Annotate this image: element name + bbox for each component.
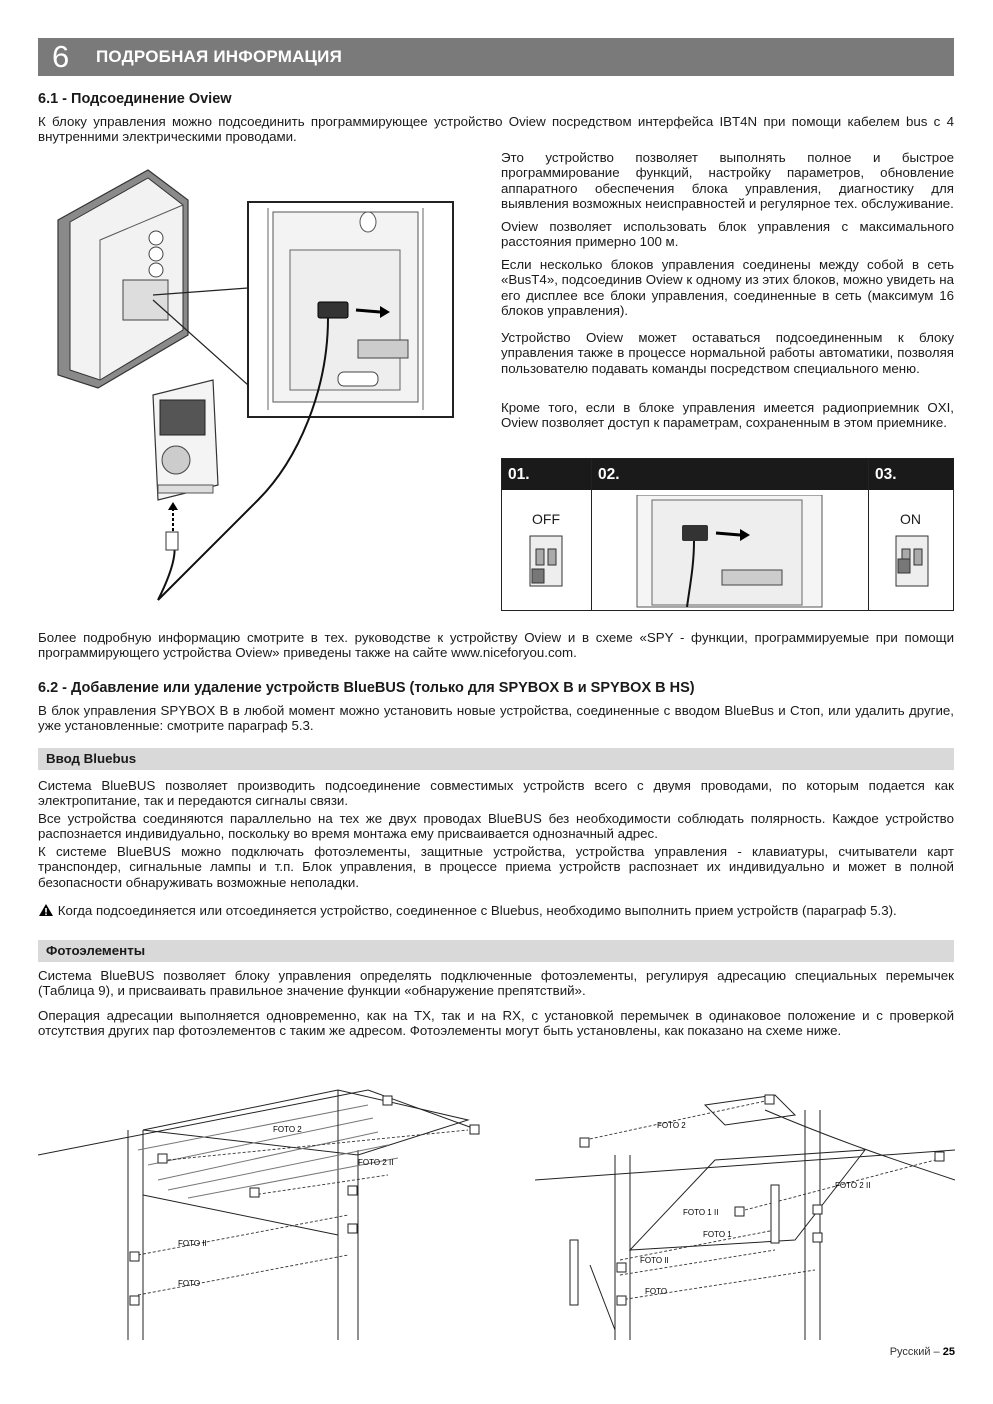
section-6-1-title: 6.1 - Подсоединение Oview [38,91,232,107]
breaker-on-icon [888,531,938,591]
step-2-number: 02. [592,459,868,490]
oview-para-5: Кроме того, если в блоке управления имеется радиоприемник OXI, Oview позволяет доступ к параметрам, сохраненным в этом приемнике. [501,400,954,431]
bluebus-warning [38,903,954,918]
oview-connection-illustration [38,160,458,608]
oview-para-3: Если несколько блоков управления соединены между собой в сеть «BusT4», подсоединив Oview к одному из этих блоков, можно увидеть на его дисплее все блоки управления, соединенные в сеть (максимум 16 блоков управления). [501,257,954,318]
step-1-number: 01. [502,459,591,490]
connector-plug-illustration [632,495,832,609]
right-label-foto-2-ii: FOTO 2 II [835,1181,871,1190]
right-label-foto-1-ii: FOTO 1 II [683,1208,719,1217]
chapter-number: 6 [52,39,70,74]
chapter-header [38,38,954,76]
right-label-foto: FOTO [645,1287,668,1296]
section-6-2-intro: В блок управления SPYBOX B в любой момент можно установить новые устройства, соединенные с вводом BlueBus и Стоп, или удалить другие, уже установленные: смотрите параграф 5.3. [38,703,954,734]
step-1-label: OFF [532,511,560,527]
photocell-diagram-right [535,1070,955,1340]
bluebus-heading-bar [38,748,954,770]
oview-para-1: Это устройство позволяет выполнять полное и быстрое программирование функций, настройку параметров, обновление аппаратного обеспечения блока управления, диагностику для выявления возможных неисправностей и регулярное тех. обслуживание. [501,150,954,211]
left-label-foto-2-ii: FOTO 2 II [358,1158,394,1167]
oview-para-2: Oview позволяет использовать блок управления с максимального расстояния примерно 100 м. [501,219,954,250]
steps-table [501,458,954,611]
bluebus-warning-text: Когда подсоединяется или отсоединяется устройство, соединенное с Bluebus, необходимо выполнить прием устройств (параграф 5.3). [57,903,897,918]
left-label-foto: FOTO [178,1279,201,1288]
warning-icon [38,903,54,917]
right-label-foto-ii: FOTO II [640,1256,669,1265]
photo-para-2: Операция адресации выполняется одновременно, как на TX, так и на RX, с установкой перемычек в одинаковое положение и с проверкой отсутствия других пар фотоэлементов с таким же адресом. Фотоэлементы могут быть установлены, как показано на схеме ниже. [38,1008,954,1039]
photo-heading-bar [38,940,954,962]
right-label-foto-1: FOTO 1 [703,1230,732,1239]
chapter-title: ПОДРОБНАЯ ИНФОРМАЦИЯ [96,47,343,66]
bluebus-para-2: Все устройства соединяются параллельно на тех же двух проводах BlueBUS без необходимости соблюдать полярность. Каждое устройство распознается индивидуально, поскольку во время монтажа ему присваивается однозначный адрес. [38,811,954,842]
photo-heading: Фотоэлементы [46,943,146,958]
left-label-foto-ii: FOTO II [178,1239,207,1248]
bluebus-heading: Ввод Bluebus [46,751,137,766]
photocell-diagram-left [38,1070,498,1340]
bluebus-para-1: Система BlueBUS позволяет производить подсоединение совместимых устройств всего с двумя проводами, по которым подается как электропитание, так и передаются сигналы связи. [38,778,954,809]
step-3-label: ON [900,511,921,527]
footer-language: Русский – [889,1346,940,1358]
bluebus-para-3: К системе BlueBUS можно подключать фотоэлементы, защитные устройства, устройства управления - клавиатуры, считыватели карт транспондер, сигнальные лампы и т.п. Блок управления, в процессе приема устройств распознает их индивидуально и может в полной безопасности обнаруживать возможные неполадки. [38,844,954,890]
step-3-number: 03. [869,459,954,490]
section-6-2-title: 6.2 - Добавление или удаление устройств BlueBUS (только для SPYBOX B и SPYBOX B HS) [38,680,695,696]
oview-more-info: Более подробную информацию смотрите в тех. руководстве к устройству Oview и в схеме «SPY - функции, программируемые при помощи программирующего устройства Oview» приведены также на сайте www.niceforyou.com. [38,630,954,661]
photo-para-1: Система BlueBUS позволяет блоку управления определять подключенные фотоэлементы, регулируя адресацию специальных перемычек (Таблица 9), и присваивать правильное значение функции «обнаружение препятствий». [38,968,954,999]
oview-para-4: Устройство Oview может оставаться подсоединенным к блоку управления также в процессе нормальной работы автоматики, позволяя пользователю подавать команды посредством специального меню. [501,330,954,376]
page-number: 25 [942,1346,955,1358]
right-label-foto-2: FOTO 2 [657,1121,686,1130]
breaker-off-icon [522,531,572,591]
section-6-1-intro: К блоку управления можно подсоединить программирующее устройство Oview посредством интерфейса IBT4N при помощи кабелем bus с 4 внутренними электрическими проводами. [38,114,954,145]
left-label-foto-2: FOTO 2 [273,1125,302,1134]
page-footer [890,1346,955,1358]
